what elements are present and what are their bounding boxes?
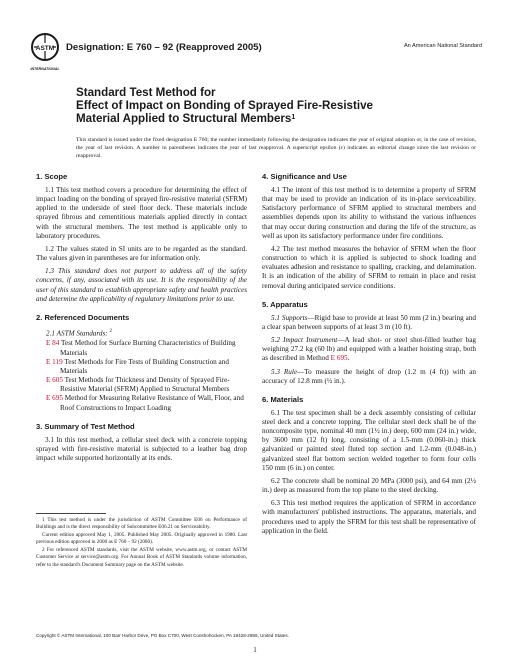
footnote-2: 2 For referenced ASTM standards, visit the ASTM website, www.astm.org, or contact ASTM Customer Service at service@astm.org. For Annual Book of ASTM Standards volume information, refer to the standard's Document Summary page on the ASTM website. — [36, 547, 247, 568]
reference-item: E 695 Method for Measuring Relative Resistance of Wall, Floor, and Roof Constructions to Impact Loading — [46, 394, 244, 412]
reference-link-e695-inline[interactable]: E 695 — [330, 354, 348, 363]
apparatus-heading: 5. Apparatus — [262, 299, 308, 309]
ansi-note: An American National Standard — [403, 43, 482, 49]
materials-paragraph-1: 6.1 The test specimen shall be a deck assembly consisting of cellular steel deck and a concrete topping. The cellular steel deck shall be of the noncomposite type, nominal 40 mm (1½ in.) deep, 600 mm (24 in.) wide, by 3600 mm (12 ft) long, consisting of a 1.5-mm (0.060-in.) thick galvanized or painted steel fluted top section and 1.2-mm (0.048-in.) galvanized steel flat bottom section welded together to form four cells 150 mm (6 in.) on center. — [262, 408, 476, 472]
footnote-1: 1 This test method is under the jurisdiction of ASTM Committee E06 on Performance of Buildings and is the direct responsibility of Subcommittee E06.21 on Serviceability. — [36, 517, 247, 531]
svg-text:INTERNATIONAL: INTERNATIONAL — [30, 67, 60, 71]
footnotes — [36, 517, 247, 570]
reference-link-e119[interactable]: E 119 — [46, 357, 63, 366]
astm-logo — [30, 32, 60, 80]
section-summary — [36, 422, 247, 463]
astm-standards-label: 2.1 ASTM Standards: $^2$ — [46, 328, 112, 338]
reference-item: E 605 Test Methods for Thickness and Density of Sprayed Fire-Resistive Material (SFRM) Applied to Structural Members — [46, 376, 230, 394]
section-references — [36, 313, 247, 413]
title-line-3: Material Applied to Structural Members — [76, 112, 292, 126]
materials-paragraph-3: 6.3 This test method requires the application of SFRM in accordance with manufacturers' published instructions. The apparatus, materials, and procedures used to apply the SFRM for this test shall be representative of application in the field. — [262, 499, 476, 535]
document-title — [76, 86, 456, 126]
issuance-notice: This standard is issued under the fixed designation E 760; the number immediately following the designation indicates the year of original adoption or, in the case of revision, the year of last revision. A number in parentheses indicates the year of last reapproval. A superscript epsilon (ε) indicates an editorial change since the last revision or reapproval. — [76, 137, 476, 160]
scope-paragraph-1: 1.1 This test method covers a procedure for determining the effect of impact loading on the bonding of sprayed fire-resistive material (SFRM) applied to the underside of steel floor deck. These materials include sprayed fibrous and cementitious materials applied directly in contact with the structural members. The test method is applicable only to laboratory procedures. — [36, 186, 247, 240]
reference-item: E 84 Test Method for Surface Burning Characteristics of Building Materials — [46, 339, 236, 357]
page-number: 1 — [253, 646, 257, 654]
footnote-divider — [36, 513, 106, 514]
scope-paragraph-2: 1.2 The values stated in SI units are to be regarded as the standard. The values given in parentheses are for information only. — [36, 244, 247, 263]
section-apparatus — [262, 300, 476, 386]
reference-link-e605[interactable]: E 605 — [46, 376, 63, 385]
copyright-notice: Copyright © ASTM International, 100 Barr Harbor Drive, PO Box C700, West Conshohocken, PA 19428-2959, United States. — [36, 633, 289, 638]
scope-heading: 1. Scope — [36, 172, 68, 181]
svg-text:ASTM: ASTM — [35, 45, 55, 52]
designation: Designation: E 760 – 92 (Reapproved 2005) — [66, 42, 262, 53]
footnote-1-edition: Current edition approved May 1, 2005. Published May 2005. Originally approved in 1980. Last previous edition approved in 2000 as E 760 – 92 (2000). — [36, 532, 247, 546]
reference-link-e84[interactable]: E 84 — [46, 339, 60, 348]
apparatus-impact-instrument: 5.2 Impact Instrument—A lead shot- or steel shot-filled leather bag weighing 27.2 kg (60 lb) and equipped with a leather hoisting strap, both as described in Method E 695. — [262, 336, 476, 363]
references-heading: 2. Referenced Documents — [36, 312, 130, 322]
section-significance — [262, 172, 476, 291]
title-line-2: Effect of Impact on Bonding of Sprayed Fire-Resistive — [76, 99, 373, 113]
apparatus-supports: 5.1 Supports—Rigid base to provide at least 50 mm (2 in.) bearing and a clear span between supports of at least 3 m (10 ft). — [262, 313, 477, 331]
apparatus-rule: 5.3 Rule—To measure the height of drop (1.2 m (4 ft)) with an accuracy of 12.8 mm (½ in.). — [262, 367, 477, 385]
title-line-1: Standard Test Method for — [76, 86, 216, 99]
reference-link-e695[interactable]: E 695 — [46, 394, 63, 403]
section-scope — [36, 172, 247, 304]
scope-paragraph-3: 1.3 This standard does not purport to address all of the safety concerns, if any, associated with its use. It is the responsibility of the user of this standard to establish appropriate safety and health practices and determine the applicability of regulatory limitations prior to use. — [36, 267, 247, 303]
left-column — [36, 172, 247, 472]
section-materials — [262, 395, 476, 536]
materials-paragraph-2: 6.2 The concrete shall be nominal 20 MPa (3000 psi), and 64 mm (2½ in.) deep as measured from the top plane to the steel decking. — [262, 476, 476, 495]
title-footnote-mark: 1 — [291, 114, 296, 122]
materials-heading: 6. Materials — [262, 394, 304, 404]
significance-heading: 4. Significance and Use — [262, 172, 347, 181]
significance-paragraph-2: 4.2 The test method measures the behavior of SFRM when the floor construction to which it is applied is subjected to shock loading and evaluates adhesion and resistance to spalling, cracking, and delamination. It is an indication of the ability of SFRM to remain in place and resist removal during anticipated service conditions. — [262, 244, 476, 290]
right-column — [262, 172, 476, 545]
summary-heading: 3. Summary of Test Method — [36, 421, 135, 431]
summary-paragraph-1: 3.1 In this test method, a cellular steel deck with a concrete topping sprayed with fire-resistive material is subjected to a leather bag drop impact while supported horizontally at its ends. — [36, 435, 247, 462]
reference-item: E 119 Test Methods for Fire Tests of Building Construction and Materials — [46, 357, 229, 375]
significance-paragraph-1: 4.1 The intent of this test method is to determine a property of SFRM that may be used to provide an indication of its in-place serviceability. Satisfactory performance of SFRM applied to structural members and assemblies depends upon its ability to withstand the various influences that may occur during construction and during the life of the structure, as well as upon its satisfactory performance under fire conditions. — [262, 186, 476, 240]
